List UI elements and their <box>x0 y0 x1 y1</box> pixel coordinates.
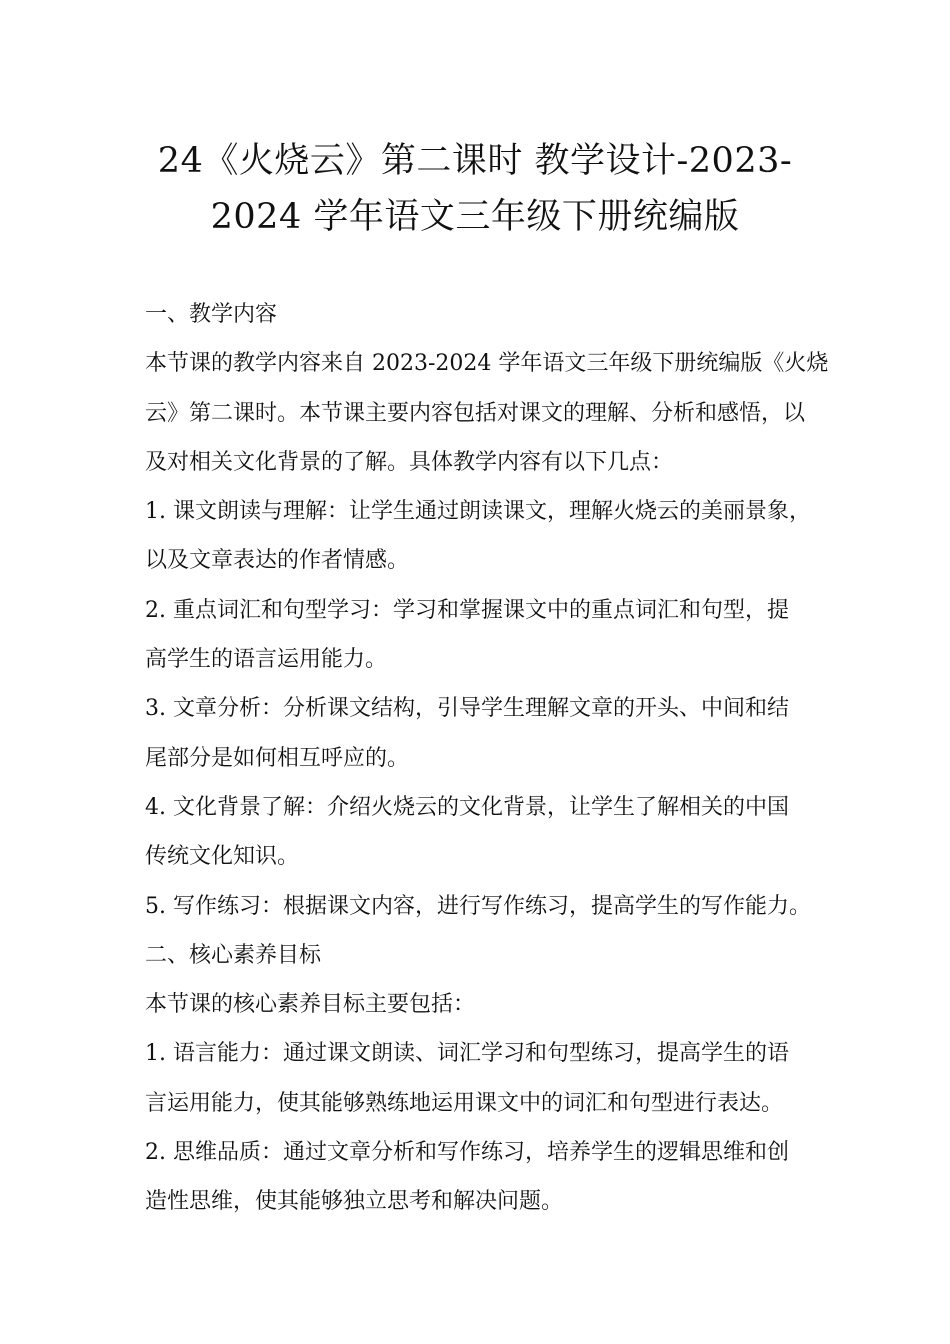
section-heading-core-goals: 二、核心素养目标 <box>145 942 322 968</box>
list-item-line: 2. 重点词汇和句型学习：学习和掌握课文中的重点词汇和句型，提 <box>145 597 789 623</box>
document-title-line-1: 24《火烧云》第二课时 教学设计-2023- <box>157 141 793 181</box>
list-item-line: 2. 思维品质：通过文章分析和写作练习，培养学生的逻辑思维和创 <box>145 1140 789 1166</box>
list-item-line: 3. 文章分析：分析课文结构，引导学生理解文章的开头、中间和结 <box>145 696 789 722</box>
paragraph-line: 本节课的核心素养目标主要包括： <box>145 992 476 1018</box>
list-item-line: 传统文化知识。 <box>145 844 300 870</box>
document-body <box>145 290 829 1227</box>
list-item-line: 高学生的语言运用能力。 <box>145 647 388 673</box>
list-item-line: 尾部分是如何相互呼应的。 <box>145 745 410 771</box>
list-item-line: 言运用能力，使其能够熟练地运用课文中的词汇和句型进行表达。 <box>145 1090 784 1116</box>
paragraph-line: 及对相关文化背景的了解。具体教学内容有以下几点： <box>145 449 674 475</box>
list-item-line: 5. 写作练习：根据课文内容，进行写作练习，提高学生的写作能力。 <box>145 893 811 919</box>
list-item-line: 1. 课文朗读与理解：让学生通过朗读课文，理解火烧云的美丽景象， <box>145 499 811 525</box>
list-item-line: 造性思维，使其能够独立思考和解决问题。 <box>145 1189 564 1215</box>
list-item-line: 1. 语言能力：通过课文朗读、词汇学习和句型练习，提高学生的语 <box>145 1041 789 1067</box>
paragraph-line: 本节课的教学内容来自 2023-2024 学年语文三年级下册统编版《火烧 <box>145 351 829 377</box>
list-item-line: 4. 文化背景了解：介绍火烧云的文化背景，让学生了解相关的中国 <box>145 794 789 820</box>
paragraph-line: 云》第二课时。本节课主要内容包括对课文的理解、分析和感悟，以 <box>145 400 806 426</box>
document-title-line-2: 2024 学年语文三年级下册统编版 <box>210 197 740 237</box>
list-item-line: 以及文章表达的作者情感。 <box>145 548 410 574</box>
section-heading-teaching-content: 一、教学内容 <box>145 302 278 327</box>
